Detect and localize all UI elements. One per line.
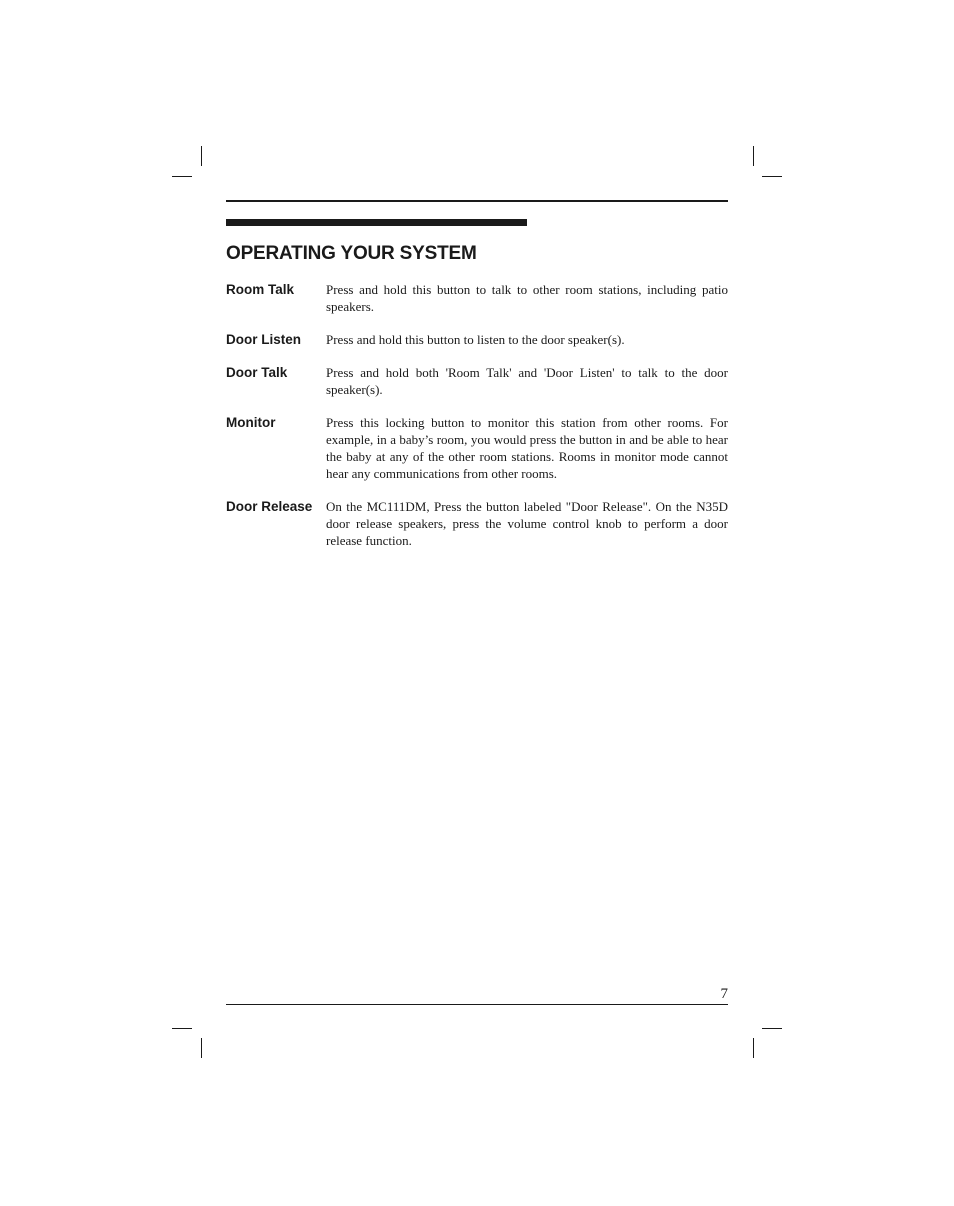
definition-list <box>226 281 728 565</box>
term-door-listen: Door Listen <box>226 332 302 347</box>
description-room-talk: Press and hold this button to talk to other room stations, including patio speakers. <box>326 282 728 314</box>
section-title: OPERATING YOUR SYSTEM <box>226 243 477 264</box>
crop-mark-top-left-horizontal <box>172 176 192 177</box>
crop-mark-bottom-right-horizontal <box>762 1028 782 1029</box>
entry-door-listen <box>226 331 728 348</box>
entry-monitor <box>226 414 728 482</box>
entry-door-release <box>226 498 728 549</box>
page-number: 7 <box>720 986 728 1002</box>
crop-mark-top-left-vertical <box>201 146 202 166</box>
crop-mark-top-right-vertical <box>753 146 754 166</box>
description-door-listen: Press and hold this button to listen to the door speaker(s). <box>326 332 625 347</box>
section-bar <box>226 219 527 226</box>
crop-mark-top-right-horizontal <box>762 176 782 177</box>
entry-door-talk <box>226 364 728 398</box>
header-rule <box>226 200 728 202</box>
entry-room-talk <box>226 281 728 315</box>
description-monitor: Press this locking button to monitor this station from other rooms. For example, in a baby’s room, you would press the button in and be able to hear the baby at any of the other room stations. Rooms in monitor mode cannot hear any communications from other rooms. <box>326 415 728 481</box>
crop-mark-bottom-right-vertical <box>753 1038 754 1058</box>
footer-rule <box>226 1004 728 1005</box>
term-door-talk: Door Talk <box>226 365 288 380</box>
crop-mark-bottom-left-vertical <box>201 1038 202 1058</box>
description-door-release: On the MC111DM, Press the button labeled "Door Release". On the N35D door release speakers, press the volume control knob to perform a door release function. <box>326 499 728 548</box>
crop-mark-bottom-left-horizontal <box>172 1028 192 1029</box>
term-room-talk: Room Talk <box>226 282 295 297</box>
term-monitor: Monitor <box>226 415 276 430</box>
term-door-release: Door Release <box>226 499 313 514</box>
description-door-talk: Press and hold both 'Room Talk' and 'Door Listen' to talk to the door speaker(s). <box>326 365 728 397</box>
